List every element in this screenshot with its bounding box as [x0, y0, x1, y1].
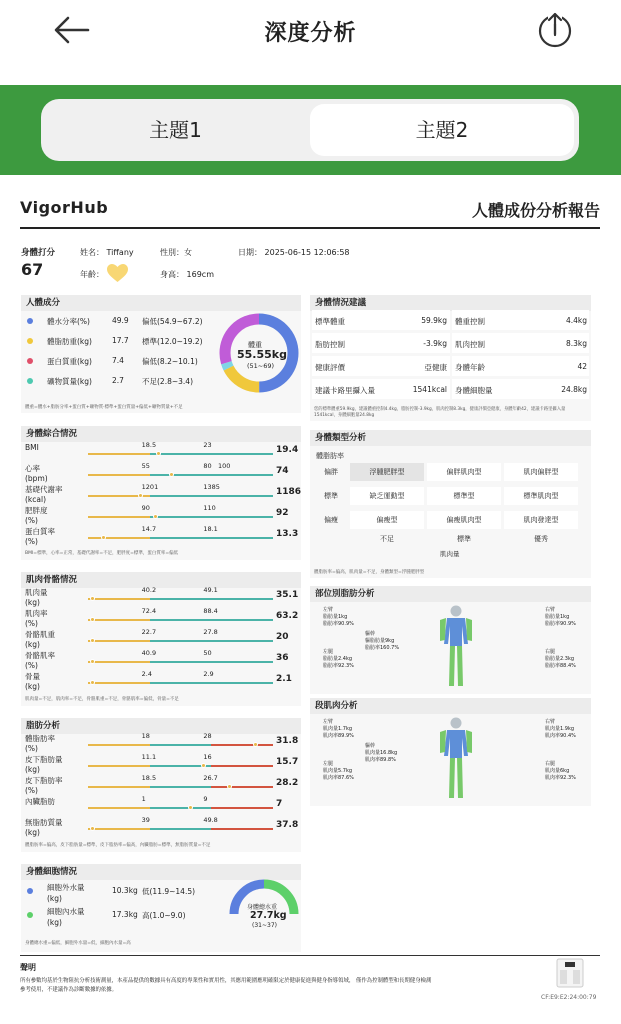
row-value: 31.8	[276, 736, 299, 746]
segment-label: 脂肪率92.3%	[323, 663, 354, 669]
bar-low	[88, 765, 150, 767]
overall-footnote: BMI=標準，心率=正常，基礎代謝率=不足，肥胖度=標準，蛋白質率=偏低	[25, 551, 179, 556]
bar-low	[88, 537, 150, 539]
tick-2: 18.1	[203, 525, 218, 533]
composition-status: 偏低(8.2~10.1)	[142, 357, 198, 366]
bodytype-ylabel: 體脂肪率	[316, 452, 344, 460]
tick-2: 23	[203, 441, 212, 449]
advice-title: 身體情況建議	[310, 295, 591, 311]
bar-low	[88, 807, 150, 809]
bar-high	[211, 765, 273, 767]
composition-dot	[27, 358, 33, 364]
cell-title: 身體細胞情況	[21, 864, 301, 880]
bodytype-footnote: 體脂肪率=偏高，肌肉量=不足，身體類型=浮腫肥胖型	[314, 570, 425, 575]
bar-marker	[101, 535, 106, 540]
page-title: 深度分析	[264, 21, 357, 46]
row-name: 內臟脂肪	[25, 797, 55, 806]
segment-label: 左腿	[323, 761, 334, 767]
advice-key: 標準體重	[315, 317, 345, 326]
tab-topic-1[interactable]: 主題1	[149, 118, 202, 142]
advice-value: 4.4kg	[565, 316, 587, 325]
bar-mid	[150, 516, 212, 518]
bodytype-title: 身體類型分析	[310, 430, 591, 446]
tick-2: 28	[203, 732, 212, 740]
bar-mid	[150, 661, 212, 663]
tick-1: 1	[141, 795, 146, 803]
row-name: 骨骼肌率 (%)	[25, 651, 55, 670]
donut-label: 體重	[248, 341, 262, 349]
tab-topic-2[interactable]: 主題2	[310, 104, 574, 156]
tick-1: 55	[141, 462, 150, 470]
muscle-footnote: 肌肉量=不足，肌肉率=不足，骨骼肌重=不足，骨骼肌率=偏低，骨量=不足	[25, 697, 179, 702]
composition-dot	[27, 378, 33, 384]
segment-label: 肌肉率87.6%	[323, 775, 354, 781]
segment-label: 右腿	[545, 761, 556, 767]
row-value: 19.4	[276, 445, 299, 455]
segfat-title: 部位別脂肪分析	[310, 586, 591, 602]
tick-2: 16	[203, 753, 212, 761]
bar-low	[88, 474, 150, 476]
bar-mid	[150, 537, 212, 539]
segment-label: 軀幹	[365, 631, 376, 637]
tick-2: 1385	[203, 483, 220, 491]
donut-range: (51~69)	[247, 362, 275, 370]
bodytype-col: 優秀	[534, 535, 548, 543]
tab-switcher	[41, 99, 579, 161]
tick-2: 50	[203, 649, 212, 657]
advice-value: 42	[577, 362, 587, 371]
bar-marker	[153, 514, 158, 519]
cell-value: 17.3kg	[112, 910, 138, 919]
bar-low	[88, 786, 150, 788]
bar-low	[88, 828, 150, 830]
composition-name: 蛋白質重(kg)	[47, 357, 92, 366]
segment-label: 脂肪量2.3kg	[545, 656, 575, 662]
row-value: 15.7	[276, 757, 299, 767]
row-value: 92	[276, 508, 289, 518]
segment-label: 肌肉率90.4%	[545, 733, 576, 739]
bar-low	[88, 598, 150, 600]
score-value: 67	[21, 260, 44, 279]
advice-key: 健康評價	[315, 363, 345, 372]
share-icon[interactable]	[536, 10, 574, 48]
advice-value: 24.8kg	[561, 385, 587, 394]
advice-key: 身體年齡	[455, 363, 485, 372]
segment-label: 脂肪量2.4kg	[323, 656, 353, 662]
bar-high	[211, 474, 273, 476]
bodytype-cell: 肌肉發達型	[504, 511, 578, 529]
composition-name: 體水分率(%)	[47, 317, 90, 326]
cell-status: 低(11.9~14.5)	[142, 887, 196, 896]
body-figure-fat-icon	[436, 604, 476, 688]
row-name: 肥胖度 (%)	[25, 506, 48, 525]
bodytype-cell: 缺乏運動型	[350, 487, 424, 505]
bar-high	[211, 807, 273, 809]
row-name: 皮下脂肪率 (%)	[25, 776, 63, 795]
bar-high	[211, 786, 273, 788]
bodytype-cell: 偏瘦肌肉型	[427, 511, 501, 529]
brand-name: VigorHub	[20, 198, 109, 217]
bar-marker	[201, 763, 206, 768]
composition-value: 2.7	[112, 376, 124, 385]
bar-low	[88, 661, 150, 663]
bar-marker	[90, 638, 95, 643]
bar-mid	[150, 744, 212, 746]
tick-2: 49.8	[203, 816, 218, 824]
composition-footnote: 體重=體水+脂肪分率+蛋白質+礦物質·標準+蛋白質量+偏低+礦物質量+不足	[25, 405, 183, 410]
bar-high	[211, 453, 273, 455]
tick-1: 2.4	[141, 670, 152, 678]
cell-dot	[27, 912, 33, 918]
row-name: 皮下脂肪量 (kg)	[25, 755, 63, 774]
bodytype-level: 偏瘦	[324, 516, 338, 524]
row-name: 骨量 (kg)	[25, 672, 40, 691]
report-date: 日期： 2025-06-15 12:06:58	[238, 248, 350, 257]
tick-1: 1201	[141, 483, 159, 491]
tick-2: 110	[203, 504, 216, 512]
fat-panel	[21, 718, 301, 852]
segment-label: 左臂	[323, 719, 334, 725]
bodytype-cell: 浮腫肥胖型	[350, 463, 424, 481]
bar-mid	[150, 495, 212, 497]
composition-name: 礦物質量(kg)	[47, 377, 92, 386]
gauge-range: (31~37)	[252, 922, 277, 929]
segment-label: 肌肉量16.8kg	[365, 750, 398, 756]
bar-high	[211, 640, 273, 642]
segment-label: 右腿	[545, 649, 556, 655]
advice-key: 建議卡路里攝入量	[315, 386, 375, 395]
segment-label: 右臂	[545, 607, 556, 613]
segment-label: 左腿	[323, 649, 334, 655]
bar-high	[211, 682, 273, 684]
bar-marker	[138, 493, 143, 498]
segment-label: 肌肉率89.9%	[323, 733, 354, 739]
bar-marker	[188, 805, 193, 810]
bar-marker	[90, 826, 95, 831]
advice-value: 8.3kg	[565, 339, 587, 348]
muscle-title: 肌肉骨骼情況	[21, 572, 301, 588]
bar-low	[88, 744, 150, 746]
segment-label: 軀脂肪量9kg	[365, 638, 395, 644]
top-app-bar	[0, 0, 621, 85]
tick-1: 22.7	[141, 628, 157, 636]
row-value: 36	[276, 653, 289, 663]
tick-2: 88.4	[203, 607, 218, 615]
tick-2: 26.7	[203, 774, 218, 782]
user-height: 身高： 169cm	[160, 270, 215, 279]
segment-label: 肌肉率92.3%	[545, 775, 576, 781]
cell-name: 細胞內水量 (kg)	[47, 907, 85, 927]
bodytype-cell: 偏瘦型	[350, 511, 424, 529]
segment-label: 脂肪率90.9%	[545, 621, 576, 627]
advice-key: 體重控制	[455, 317, 485, 326]
bar-high	[211, 495, 273, 497]
segment-label: 肌肉量1.9kg	[545, 726, 575, 732]
bar-high	[211, 537, 273, 539]
bar-high	[211, 661, 273, 663]
bar-marker	[90, 617, 95, 622]
bar-marker	[90, 596, 95, 601]
row-value: 1186	[276, 487, 302, 497]
bar-mid	[150, 828, 212, 830]
body-figure-muscle-icon	[436, 716, 476, 800]
bar-mid	[150, 682, 212, 684]
cell-name: 細胞外水量 (kg)	[47, 883, 85, 903]
row-name: 肌肉率 (%)	[25, 609, 48, 628]
row-value: 37.8	[276, 820, 299, 830]
tick-1: 72.4	[141, 607, 157, 615]
composition-dot	[27, 318, 33, 324]
bar-high	[211, 619, 273, 621]
row-name: 體脂肪率 (%)	[25, 734, 55, 753]
row-name: 肌肉量 (kg)	[25, 588, 48, 607]
row-name: 骨骼肌重 (kg)	[25, 630, 55, 649]
user-gender: 性別：女	[160, 248, 192, 257]
statement-title: 聲明	[20, 963, 36, 972]
fat-title: 脂肪分析	[21, 718, 301, 734]
bar-low	[88, 640, 150, 642]
bodytype-level: 偏胖	[324, 468, 338, 476]
bodytype-col: 標準	[457, 535, 471, 543]
row-value: 7	[276, 799, 283, 809]
statement-text-2: 參考使用，不建議作為診斷數據的依據。	[20, 987, 118, 993]
bar-low	[88, 682, 150, 684]
composition-dot	[27, 338, 33, 344]
bar-marker	[227, 784, 232, 789]
tick-1: 40.2	[141, 586, 157, 594]
cell-status: 高(1.0~9.0)	[142, 911, 186, 920]
composition-value: 17.7	[112, 336, 129, 345]
segment-label: 脂肪率160.7%	[365, 645, 400, 651]
bar-mid	[150, 598, 212, 600]
row-name: 無脂肪質量 (kg)	[25, 818, 63, 837]
segmuscle-title: 段肌肉分析	[310, 698, 591, 714]
row-value: 63.2	[276, 611, 299, 621]
user-name: 姓名： Tiffany	[80, 248, 134, 257]
composition-status: 標準(12.0~19.2)	[142, 337, 203, 346]
report-title: 人體成份分析報告	[471, 201, 600, 220]
advice-value: 亞健康	[424, 363, 447, 372]
segment-label: 肌肉量1.7kg	[323, 726, 353, 732]
bodytype-col: 不足	[380, 535, 394, 543]
composition-status: 不足(2.8~3.4)	[142, 377, 193, 386]
composition-name: 體脂肪重(kg)	[47, 337, 92, 346]
gauge-label: 身體總水重	[247, 904, 278, 911]
cell-footnote: 身體總水重=偏低，細胞外水量=低，細胞內水量=高	[25, 941, 131, 946]
bodytype-cell: 偏胖肌肉型	[427, 463, 501, 481]
tick-1: 39	[141, 816, 150, 824]
segment-label: 肌肉率89.8%	[365, 757, 396, 763]
row-name: 基礎代謝率 (kcal)	[25, 485, 63, 504]
advice-key: 肌肉控制	[455, 340, 485, 349]
row-value: 20	[276, 632, 289, 642]
donut-value: 55.55kg	[237, 348, 287, 361]
overall-panel	[21, 426, 301, 560]
statement-divider	[20, 955, 600, 956]
cell-value: 10.3kg	[112, 886, 138, 895]
tick-1: 40.9	[141, 649, 157, 657]
segment-label: 右臂	[545, 719, 556, 725]
score-label: 身體打分	[21, 248, 56, 258]
fat-footnote: 體脂肪率=偏高，皮下脂肪量=標準，皮下脂肪率=偏高，內臟脂肪=標準，無脂肪質量=不足	[25, 843, 211, 848]
segment-label: 肌肉量6kg	[545, 768, 570, 774]
tick-1: 90	[141, 504, 150, 512]
gauge-value: 27.7kg	[250, 910, 287, 921]
row-value: 13.3	[276, 529, 299, 539]
tick-2: 80	[203, 462, 212, 470]
tick-3: 100	[218, 462, 231, 470]
segment-label: 左臂	[323, 607, 334, 613]
composition-title: 人體成分	[21, 295, 301, 311]
bodytype-xlabel: 肌肉量	[440, 550, 460, 558]
advice-value: 59.9kg	[421, 316, 447, 325]
row-value: 74	[276, 466, 289, 476]
muscle-panel	[21, 572, 301, 706]
bar-high	[211, 598, 273, 600]
advice-footnote: 您的標準體重59.9kg，建議體重控制4.4kg，脂肪控制-3.9kg，肌肉控制8.3kg，健康評價亞健康，身體年齡42，建議卡路里攝入量1541kcal，身體細胞量24.8kg	[314, 407, 566, 418]
row-name: BMI	[25, 443, 39, 452]
bar-low	[88, 619, 150, 621]
scale-device-icon	[556, 958, 584, 988]
segment-label: 肌肉量5.7kg	[323, 768, 353, 774]
tick-2: 27.8	[203, 628, 218, 636]
bar-high	[211, 828, 273, 830]
bar-marker	[253, 742, 258, 747]
segment-label: 脂肪率90.9%	[323, 621, 354, 627]
tick-1: 11.1	[141, 753, 157, 761]
tick-2: 49.1	[203, 586, 218, 594]
tick-1: 14.7	[141, 525, 157, 533]
user-age: 年齡：	[80, 270, 104, 279]
tick-2: 2.9	[203, 670, 214, 678]
advice-key: 身體細胞量	[455, 386, 493, 395]
row-value: 2.1	[276, 674, 292, 684]
tick-1: 18	[141, 732, 150, 740]
bodytype-cell: 標準肌肉型	[504, 487, 578, 505]
overall-title: 身體綜合情況	[21, 426, 301, 442]
advice-key: 脂肪控制	[315, 340, 345, 349]
advice-value: -3.9kg	[423, 339, 447, 348]
tick-1: 18.5	[141, 441, 157, 449]
segment-label: 脂肪量1kg	[545, 614, 570, 620]
divider	[20, 227, 600, 229]
composition-status: 偏低(54.9~67.2)	[142, 317, 203, 326]
statement-text-1: 所有參數均基於生物阻抗分析技術測量，本產品提供的數據具有高度的專業性和實用性，其應用範圍應明確限定於健康促進與健身指導領域， 僅作為控制體型和長期健身檢測	[20, 978, 432, 984]
composition-value: 7.4	[112, 356, 124, 365]
row-value: 28.2	[276, 778, 299, 788]
bar-high	[211, 744, 273, 746]
segment-label: 脂肪率88.4%	[545, 663, 576, 669]
row-value: 35.1	[276, 590, 299, 600]
bar-mid	[150, 619, 212, 621]
segment-label: 脂肪量1kg	[323, 614, 348, 620]
tick-1: 18.5	[141, 774, 157, 782]
bodytype-level: 標準	[324, 492, 338, 500]
bodytype-cell: 標準型	[427, 487, 501, 505]
bar-mid	[150, 807, 212, 809]
bar-high	[211, 516, 273, 518]
tick-2: 9	[203, 795, 208, 803]
bar-marker	[90, 680, 95, 685]
segment-label: 軀幹	[365, 743, 376, 749]
cell-dot	[27, 888, 33, 894]
composition-value: 49.9	[112, 316, 129, 325]
advice-value: 1541kcal	[412, 385, 447, 394]
device-mac: CF:E9:E2:24:00:79	[541, 994, 597, 1001]
bar-low	[88, 453, 150, 455]
row-name: 心率 (bpm)	[25, 464, 48, 483]
bodytype-cell: 肌肉偏胖型	[504, 463, 578, 481]
bar-mid	[150, 640, 212, 642]
bar-mid	[150, 474, 212, 476]
bar-marker	[90, 659, 95, 664]
row-name: 蛋白質率 (%)	[25, 527, 55, 546]
bar-low	[88, 516, 150, 518]
heart-icon	[107, 264, 128, 283]
bar-mid	[150, 786, 212, 788]
